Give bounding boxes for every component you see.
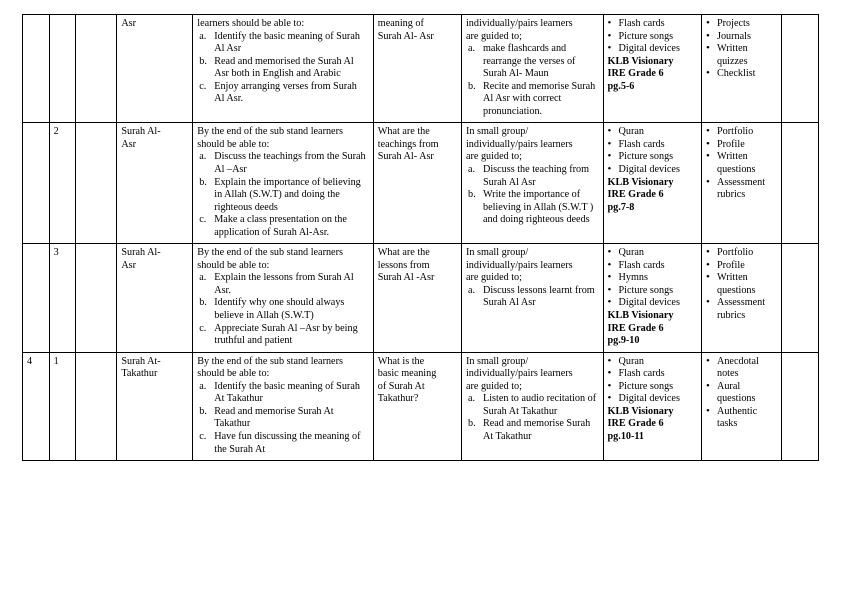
outcome-item: a. Explain the lessons from Surah Al Asr.	[199, 272, 354, 296]
bullet-icon: •	[705, 175, 710, 188]
resource-list	[608, 356, 697, 406]
experiences-intro-line: In small group/	[465, 247, 529, 259]
cell-learning-resources	[603, 123, 701, 244]
bullet-icon: •	[607, 392, 612, 405]
resource-item: • Digital devices	[607, 42, 680, 55]
inquiry-line: Takathur?	[377, 393, 419, 405]
resource-item: • Flash cards	[607, 367, 665, 380]
list-marker: a.	[199, 30, 207, 42]
bullet-icon: •	[607, 367, 612, 380]
cell-strand	[76, 352, 117, 460]
bullet-icon: •	[705, 150, 710, 163]
bullet-icon: •	[705, 246, 710, 259]
outcomes-intro: By the end of the sub stand learners should be able to:	[197, 126, 343, 150]
cell-learning-resources	[603, 15, 701, 123]
bullet-icon: •	[607, 17, 612, 29]
list-marker: b.	[199, 55, 207, 67]
bullet-icon: •	[705, 42, 710, 55]
substrand-line: Takathur	[121, 368, 158, 380]
cell-learning-resources	[603, 352, 701, 460]
resource-item: • Picture songs	[607, 283, 674, 296]
experience-item: a. make flashcards and rearrange the verses of Surah Al- Maun	[467, 43, 576, 80]
substrand-line: Asr	[121, 259, 137, 271]
assessment-item: • Journals	[705, 29, 751, 42]
list-marker: c.	[199, 322, 207, 334]
inquiry-line: What is the	[377, 355, 425, 367]
bullet-icon: •	[607, 125, 612, 138]
cell-learning-outcomes	[193, 352, 374, 460]
assessment-item: • Assessment rubrics	[705, 175, 766, 201]
bullet-icon: •	[607, 163, 612, 176]
cell-strand	[76, 15, 117, 123]
outcome-item: c. Have fun discussing the meaning of the Surah At	[199, 430, 361, 455]
experience-list	[466, 393, 599, 443]
bullet-icon: •	[607, 379, 612, 392]
outcome-item: a. Identify the basic meaning of Surah Al Asr	[199, 30, 360, 55]
list-marker: c.	[199, 214, 207, 226]
assessment-item: • Portfolio	[705, 246, 754, 259]
experience-item: a. Discuss lessons learnt from Surah Al Asr	[467, 284, 595, 309]
outcomes-intro: learners should be able to:	[197, 18, 305, 29]
inquiry-line: teachings from	[377, 138, 439, 150]
table-row	[23, 123, 819, 244]
cell-learning-outcomes	[193, 123, 374, 244]
bullet-icon: •	[705, 354, 710, 367]
table-row	[23, 244, 819, 352]
resource-item: • Quran	[607, 246, 644, 259]
experiences-intro-line: individually/pairs learners	[465, 259, 573, 271]
resource-item: • Hymns	[607, 271, 648, 284]
inquiry-line: Surah Al -Asr	[377, 272, 435, 284]
resource-item: • Quran	[607, 125, 644, 138]
bullet-icon: •	[607, 150, 612, 163]
outcome-list	[197, 381, 369, 456]
resource-reference-line: pg.9-10	[607, 335, 640, 347]
resource-list	[608, 126, 697, 176]
outcomes-intro: By the end of the sub stand learners should be able to:	[197, 355, 343, 380]
resource-reference	[608, 177, 697, 215]
cell-substrand	[117, 15, 193, 123]
assessment-item: • Anecdotal notes	[705, 354, 759, 380]
cell-learning-experiences	[461, 352, 603, 460]
resource-item: • Flash cards	[607, 137, 665, 150]
cell-learning-resources	[603, 244, 701, 352]
inquiry-line: Surah Al- Asr	[377, 30, 434, 42]
list-marker: a.	[467, 393, 476, 405]
substrand-line: Surah Al-	[121, 247, 161, 259]
outcomes-intro: By the end of the sub stand learners should be able to:	[197, 247, 343, 271]
resource-reference-line: IRE Grade 6	[607, 189, 664, 201]
cell-assessment-methods	[701, 352, 781, 460]
cell-reflection	[781, 123, 818, 244]
bullet-icon: •	[705, 137, 710, 150]
assessment-item: • Written quizzes	[705, 42, 748, 67]
experiences-intro-line: In small group/	[465, 126, 529, 138]
outcome-item: c. Make a class presentation on the application of Surah Al-Asr.	[199, 214, 347, 238]
outcome-list	[197, 151, 369, 239]
inquiry-line: What are the	[377, 126, 430, 138]
list-marker: b.	[199, 405, 207, 417]
assessment-item: • Aural questions	[705, 379, 756, 405]
cell-assessment-methods	[701, 15, 781, 123]
list-marker: a.	[467, 43, 476, 55]
cell-week	[23, 15, 50, 123]
inquiry-line: Surah Al- Asr	[377, 151, 434, 163]
cell-strand	[76, 123, 117, 244]
cell-key-inquiry-question	[373, 244, 461, 352]
cell-reflection	[781, 244, 818, 352]
bullet-icon: •	[607, 283, 612, 296]
bullet-icon: •	[607, 137, 612, 150]
resource-item: • Picture songs	[607, 29, 674, 42]
assessment-item: • Written questions	[705, 271, 756, 296]
cell-lesson: 1	[49, 352, 76, 460]
bullet-icon: •	[705, 125, 710, 138]
inquiry-line: of Surah At	[377, 380, 425, 392]
experiences-intro-line: are guided to;	[465, 380, 522, 392]
bullet-icon: •	[705, 67, 710, 80]
cell-week	[23, 123, 50, 244]
scheme-of-work-table	[22, 14, 819, 461]
resource-item: • Digital devices	[607, 296, 680, 309]
resource-item: • Picture songs	[607, 379, 674, 392]
bullet-icon: •	[705, 17, 710, 29]
resource-reference-line: IRE Grade 6	[607, 418, 664, 430]
resource-reference-line: pg.7-8	[607, 201, 635, 213]
experience-list	[466, 43, 599, 118]
experiences-intro-line: are guided to;	[465, 30, 522, 42]
resource-reference	[608, 310, 697, 348]
resource-reference-line: pg.5-6	[607, 80, 635, 92]
cell-learning-experiences	[461, 244, 603, 352]
bullet-icon: •	[705, 271, 710, 284]
assessment-list	[706, 126, 777, 201]
resource-item: • Flash cards	[607, 17, 665, 29]
cell-key-inquiry-question	[373, 352, 461, 460]
resource-item: • Digital devices	[607, 163, 680, 176]
list-marker: b.	[199, 176, 207, 188]
substrand-line: Asr	[121, 138, 137, 150]
list-marker: b.	[467, 80, 476, 92]
cell-learning-outcomes	[193, 15, 374, 123]
bullet-icon: •	[705, 258, 710, 271]
cell-assessment-methods	[701, 244, 781, 352]
resource-reference-line: pg.10-11	[607, 430, 645, 442]
experience-item: b. Read and memorise Surah At Takathur	[467, 418, 591, 442]
substrand-line: Asr	[121, 18, 137, 29]
resource-reference-line: IRE Grade 6	[607, 322, 664, 334]
experience-item: a. Discuss the teaching from Surah Al Asr	[467, 164, 590, 188]
list-marker: c.	[199, 80, 207, 92]
assessment-item: • Authentic tasks	[705, 404, 758, 430]
bullet-icon: •	[607, 258, 612, 271]
bullet-icon: •	[607, 271, 612, 284]
resource-reference	[608, 406, 697, 444]
outcome-item: c. Enjoy arranging verses from Surah Al Asr.	[199, 80, 357, 105]
assessment-item: • Assessment rubrics	[705, 296, 766, 322]
resource-item: • Quran	[607, 354, 644, 367]
inquiry-line: lessons from	[377, 259, 430, 271]
list-marker: a.	[467, 284, 476, 296]
bullet-icon: •	[607, 42, 612, 55]
experiences-intro-line: In small group/	[465, 355, 529, 367]
assessment-item: • Checklist	[705, 67, 756, 80]
bullet-icon: •	[705, 404, 710, 417]
bullet-icon: •	[705, 29, 710, 42]
outcome-item: a. Identify the basic meaning of Surah At Takathur	[199, 380, 360, 405]
bullet-icon: •	[607, 29, 612, 42]
cell-learning-outcomes	[193, 244, 374, 352]
experiences-intro-line: are guided to;	[465, 272, 522, 284]
resource-reference	[608, 56, 697, 94]
experiences-intro-line: individually/pairs learners	[465, 18, 573, 29]
outcome-item: b. Read and memorise Surah At Takathur	[199, 405, 334, 430]
assessment-item: • Profile	[705, 258, 745, 271]
list-marker: b.	[467, 189, 476, 201]
resource-reference-line: IRE Grade 6	[607, 68, 664, 80]
resource-reference-line: KLB Visionary	[607, 176, 674, 188]
bullet-icon: •	[705, 379, 710, 392]
list-marker: c.	[199, 430, 207, 442]
resource-reference-line: KLB Visionary	[607, 405, 674, 417]
experience-item: b. Recite and memorise Surah Al Asr with correct pronunciation.	[467, 80, 596, 117]
assessment-list	[706, 18, 777, 81]
list-marker: a.	[199, 272, 207, 284]
bullet-icon: •	[607, 354, 612, 367]
bullet-icon: •	[705, 296, 710, 309]
list-marker: a.	[199, 380, 207, 392]
outcome-list	[197, 31, 369, 106]
cell-reflection	[781, 15, 818, 123]
cell-learning-experiences	[461, 15, 603, 123]
experiences-intro-line: are guided to;	[465, 151, 522, 163]
bullet-icon: •	[607, 246, 612, 259]
experience-list	[466, 164, 599, 227]
substrand-line: Surah Al-	[121, 126, 161, 138]
resource-item: • Picture songs	[607, 150, 674, 163]
outcome-item: b. Identify why one should always believe in Allah (S.W.T)	[199, 297, 345, 322]
resource-list	[608, 247, 697, 310]
table-row	[23, 15, 819, 123]
inquiry-line: meaning of	[377, 18, 424, 29]
assessment-list	[706, 356, 777, 431]
resource-item: • Flash cards	[607, 258, 665, 271]
cell-assessment-methods	[701, 123, 781, 244]
experience-item: b. Write the importance of believing in Allah (S.W.T ) and doing righteous deeds	[467, 189, 594, 226]
inquiry-line: What are the	[377, 247, 430, 259]
list-marker: b.	[467, 418, 476, 430]
experiences-intro-line: individually/pairs learners	[465, 138, 573, 150]
assessment-list	[706, 247, 777, 322]
experience-item: a. Listen to audio recitation of Surah At Takathur	[467, 393, 597, 417]
cell-key-inquiry-question	[373, 123, 461, 244]
cell-week	[23, 244, 50, 352]
resource-reference-line: KLB Visionary	[607, 55, 674, 67]
cell-lesson: 3	[49, 244, 76, 352]
cell-substrand	[117, 123, 193, 244]
outcome-item: a. Discuss the teachings from the Surah Al –Asr	[199, 151, 366, 176]
inquiry-line: basic meaning	[377, 368, 437, 380]
substrand-line: Surah At-	[121, 355, 161, 367]
cell-reflection	[781, 352, 818, 460]
outcome-item: c. Appreciate Surah Al –Asr by being truthful and patient	[199, 322, 358, 347]
cell-week: 4	[23, 352, 50, 460]
outcome-item: b. Read and memorised the Surah Al Asr both in English and Arabic	[199, 55, 354, 80]
list-marker: a.	[199, 151, 207, 163]
cell-lesson: 2	[49, 123, 76, 244]
outcome-item: b. Explain the importance of believing in Allah (S.W.T) and doing the righteous deeds	[199, 176, 361, 213]
assessment-item: • Portfolio	[705, 125, 754, 138]
cell-lesson	[49, 15, 76, 123]
cell-substrand	[117, 352, 193, 460]
resource-list	[608, 18, 697, 56]
cell-strand	[76, 244, 117, 352]
assessment-item: • Written questions	[705, 150, 756, 176]
outcome-list	[197, 272, 369, 347]
resource-reference-line: KLB Visionary	[607, 310, 674, 322]
bullet-icon: •	[607, 296, 612, 309]
assessment-item: • Profile	[705, 137, 745, 150]
table-row	[23, 352, 819, 460]
experiences-intro-line: individually/pairs learners	[465, 368, 573, 380]
list-marker: a.	[467, 164, 476, 176]
cell-key-inquiry-question	[373, 15, 461, 123]
cell-substrand	[117, 244, 193, 352]
resource-item: • Digital devices	[607, 392, 680, 405]
list-marker: b.	[199, 297, 207, 309]
assessment-item: • Projects	[705, 17, 750, 29]
experience-list	[466, 285, 599, 310]
cell-learning-experiences	[461, 123, 603, 244]
